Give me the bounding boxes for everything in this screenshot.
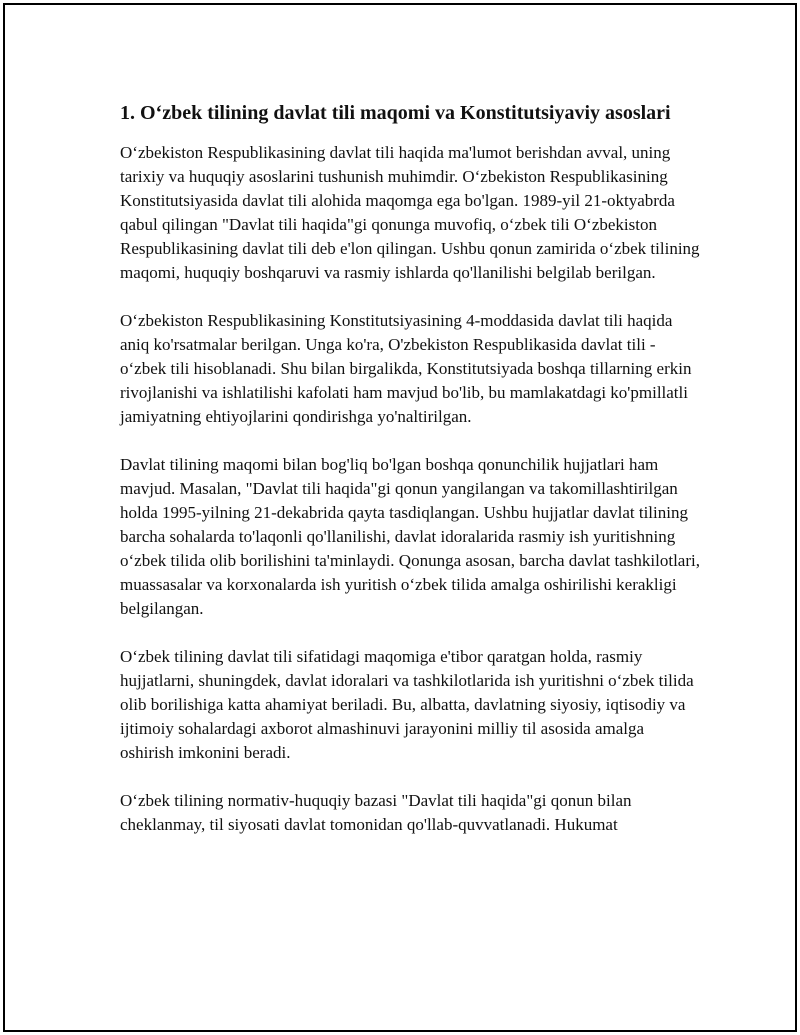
- document-content: [120, 99, 700, 861]
- paragraph-2: O‘zbekiston Respublikasining Konstitutsiyasining 4-moddasida davlat tili haqida aniq ko'rsatmalar berilgan. Unga ko'ra, O'zbekiston Respublikasida davlat tili - o‘zbek tili hisoblanadi. Shu bilan birgalikda, Konstitutsiyada boshqa tillarning erkin rivojlanishi va ishlatilishi kafolati ham mavjud bo'lib, bu mamlakatdagi ko'pmillatli jamiyatning ehtiyojlarini qondirishga yo'naltirilgan.: [120, 311, 692, 426]
- section-heading: 1. O‘zbek tilining davlat tili maqomi va Konstitutsiyaviy asoslari: [120, 102, 671, 124]
- paragraph-4: O‘zbek tilining davlat tili sifatidagi maqomiga e'tibor qaratgan holda, rasmiy hujjatlarni, shuningdek, davlat idoralari va tashkilotlarida ish yuritishni o‘zbek tilida olib borilishiga katta ahamiyat beriladi. Bu, albatta, davlatning siyosiy, iqtisodiy va ijtimoiy sohalardagi axborot almashinuvi jarayonini milliy til asosida amalga oshirish imkonini beradi.: [120, 647, 694, 762]
- paragraph-1: O‘zbekiston Respublikasining davlat tili haqida ma'lumot berishdan avval, uning tarixiy va huquqiy asoslarini tushunish muhimdir. O‘zbekiston Respublikasining Konstitutsiyasida davlat tili alohida maqomga ega bo'lgan. 1989-yil 21-oktyabrda qabul qilingan "Davlat tili haqida"gi qonunga muvofiq, o‘zbek tili O‘zbekiston Respublikasining davlat tili deb e'lon qilingan. Ushbu qonun zamirida o‘zbek tilining maqomi, huquqiy boshqaruvi va rasmiy ishlarda qo'llanilishi belgilab berilgan.: [120, 143, 700, 282]
- paragraph-5: O‘zbek tilining normativ-huquqiy bazasi "Davlat tili haqida"gi qonun bilan cheklanmay, til siyosati davlat tomonidan qo'llab-quvvatlanadi. Hukumat: [120, 791, 632, 834]
- paragraph-3: Davlat tilining maqomi bilan bog'liq bo'lgan boshqa qonunchilik hujjatlari ham mavjud. Masalan, "Davlat tili haqida"gi qonun yangilangan va takomillashtirilgan holda 1995-yilning 21-dekabrida qayta tasdiqlangan. Ushbu hujjatlar davlat tilining barcha sohalarda to'laqonli qo'llanilishi, davlat idoralarida rasmiy ish yuritishning o‘zbek tilida olib borilishini ta'minlaydi. Qonunga asosan, barcha davlat tashkilotlari, muassasalar va korxonalarda ish yuritish o‘zbek tilida amalga oshirilishi kerakligi belgilangan.: [120, 455, 700, 618]
- document-page: [3, 3, 797, 1032]
